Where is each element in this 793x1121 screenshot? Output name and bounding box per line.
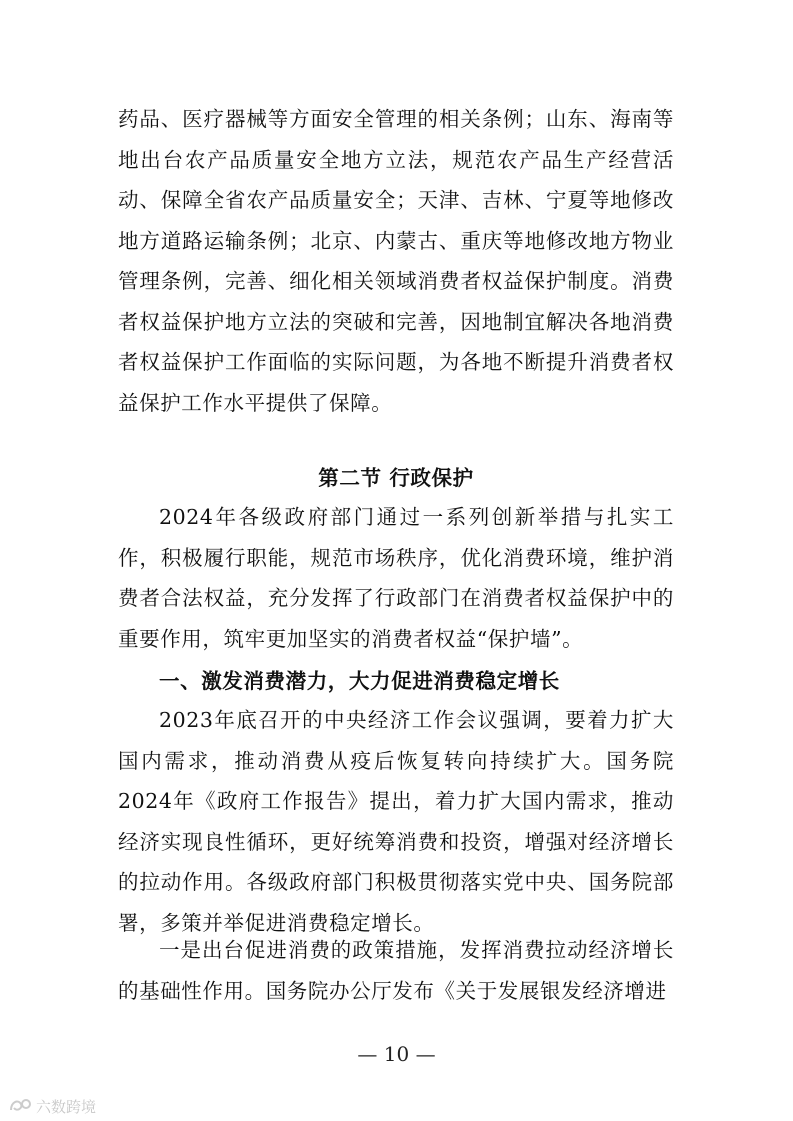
page-number: — 10 — <box>357 1042 436 1066</box>
logo-mark-icon <box>8 1096 32 1116</box>
watermark-text: 六数跨境 <box>36 1097 97 1116</box>
paragraph-economic-conference: 2023年底召开的中央经济工作会议强调，要着力扩大国内需求，推动消费从疫后恢复转向持续扩大。国务院2024年《政府工作报告》提出，着力扩大国内需求，推动经济实现良性循环，更好统筹消费和投资，增强对经济增长的拉动作用。各级政府部门积极贯彻落实党中央、国务院部署，多策并举促进消费稳定增长。 <box>118 708 674 935</box>
paragraph-admin-intro: 2024年各级政府部门通过一系列创新举措与扎实工作，积极履行职能，规范市场秩序，优化消费环境，维护消费者合法权益，充分发挥了行政部门在消费者权益保护中的重要作用，筑牢更加坚实的消费者权益“保护墙”。 <box>118 505 674 651</box>
paragraph-policy-measures: 一是出台促进消费的政策措施，发挥消费拉动经济增长的基础性作用。国务院办公厅发布《关于发展银发经济增进 <box>118 938 674 1003</box>
watermark <box>8 1094 96 1118</box>
paragraph-legislation: 药品、医疗器械等方面安全管理的相关条例；山东、海南等地出台农产品质量安全地方立法，规范农产品生产经营活动、保障全省农产品质量安全；天津、吉林、宁夏等地修改地方道路运输条例；北京、内蒙古、重庆等地修改地方物业管理条例，完善、细化相关领域消费者权益保护制度。消费者权益保护地方立法的突破和完善，因地制宜解决各地消费者权益保护工作面临的实际问题，为各地不断提升消费者权益保护工作水平提供了保障。 <box>118 107 674 415</box>
section-heading: 第二节 行政保护 <box>318 466 474 490</box>
subsection-heading: 一、激发消费潜力，大力促进消费稳定增长 <box>159 669 560 693</box>
